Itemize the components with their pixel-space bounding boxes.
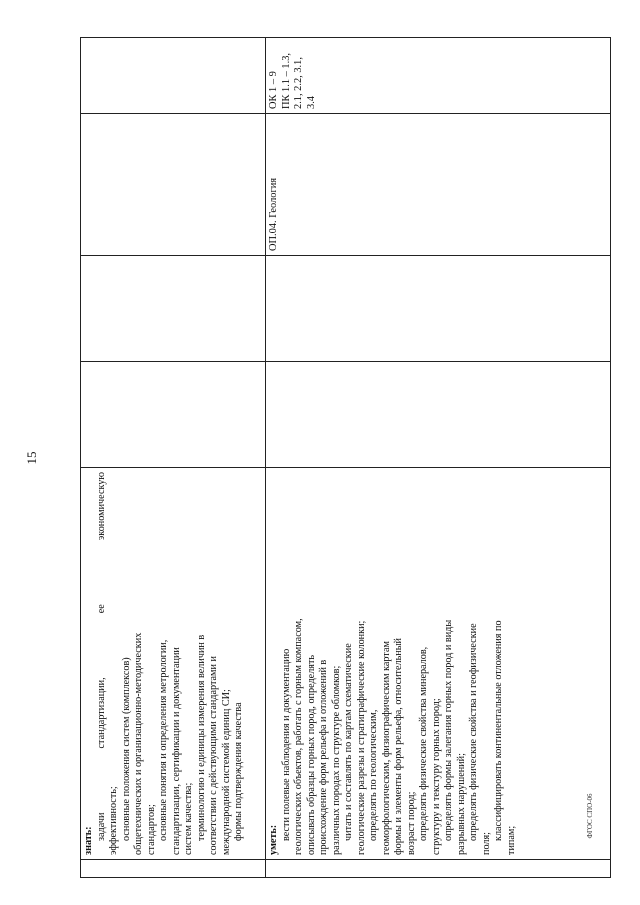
knowledge-line: основные понятия и определения метрологии, (158, 639, 169, 841)
competency-code-line: ПК 1.1 – 1.3, (280, 53, 292, 109)
skills-cell (266, 468, 611, 860)
knowledge-line: основные положения систем (комплексов) (120, 657, 132, 841)
footer-code: ФГОС СПО-06 (586, 793, 594, 839)
skills-line: определять по геологическим, (368, 709, 379, 841)
knowledge-line: эффективность; (108, 786, 119, 855)
empty-cell (81, 114, 266, 256)
knowledge-line: формы подтверждения качества (233, 702, 244, 841)
table-row (266, 38, 611, 878)
index-cell (266, 860, 611, 878)
skills-line: определять формы залегания горных пород и виды (443, 619, 454, 841)
competency-code-line: ОК 1 – 9 (268, 71, 279, 109)
skills-line: геологических объектов, работать с горным компасом, (293, 618, 304, 855)
skills-line: вести полевые наблюдения и документацию (280, 648, 292, 841)
knowledge-line: стандартов; (145, 804, 157, 855)
skills-line: поля; (480, 831, 492, 855)
skills-line: читать и составлять по картам схематические (343, 643, 354, 841)
index-cell (81, 860, 266, 878)
skills-line: определять физические свойства и геофизические (468, 623, 479, 841)
knowledge-line: терминологию и единицы измерения величин в (195, 634, 207, 841)
empty-cell (81, 256, 266, 362)
empty-cell (266, 362, 611, 468)
knowledge-line: стандартизации, сертификации и документации (170, 647, 182, 855)
skills-line: происхождение форм рельефа и отложений в (318, 659, 329, 855)
knowledge-title: знать: (83, 826, 94, 855)
skills-line: описывать образцы горных пород, определять (305, 654, 317, 855)
empty-cell (81, 38, 266, 114)
discipline-cell (266, 114, 611, 256)
knowledge-line: систем качества; (183, 782, 194, 855)
rotated-table-wrapper (80, 38, 610, 878)
skills-line: разрывных нарушений; (455, 753, 467, 855)
skills-line: классифицировать континентальные отложения по (493, 620, 504, 841)
skills-line: формы и элементы форм рельефа, относительный (393, 637, 404, 855)
skills-line: различных породах по структуре обломков; (330, 665, 342, 855)
competency-table (80, 37, 611, 878)
skills-line: структуру и текстуру горных пород; (430, 698, 442, 855)
knowledge-line: соответствии с действующими стандартами и (208, 656, 219, 855)
skills-line: геологические разрезы и стратиграфические колонки; (355, 620, 367, 855)
skills-title: уметь: (268, 824, 279, 855)
knowledge-line: задачи стандартизации, ее экономическую (95, 472, 107, 841)
empty-cell (266, 256, 611, 362)
skills-line: геоморфологическим, физиографическим картам (380, 641, 392, 855)
knowledge-cell (81, 468, 266, 860)
competency-code-line: 2.1, 2.2, 3.1, 3.4 (293, 57, 317, 109)
competency-codes-cell (266, 38, 611, 114)
table-row (81, 38, 266, 878)
skills-line: типам; (505, 825, 517, 855)
skills-line: возраст пород; (405, 791, 417, 855)
knowledge-line: международной системой единиц СИ; (220, 689, 232, 855)
knowledge-line: общетехнических и организационно-методических (133, 632, 144, 855)
page-number: 15 (24, 451, 39, 465)
empty-cell (81, 362, 266, 468)
skills-line: определять физические свойства минералов, (418, 646, 429, 841)
discipline-name: ОП.04. Геология (268, 177, 279, 251)
